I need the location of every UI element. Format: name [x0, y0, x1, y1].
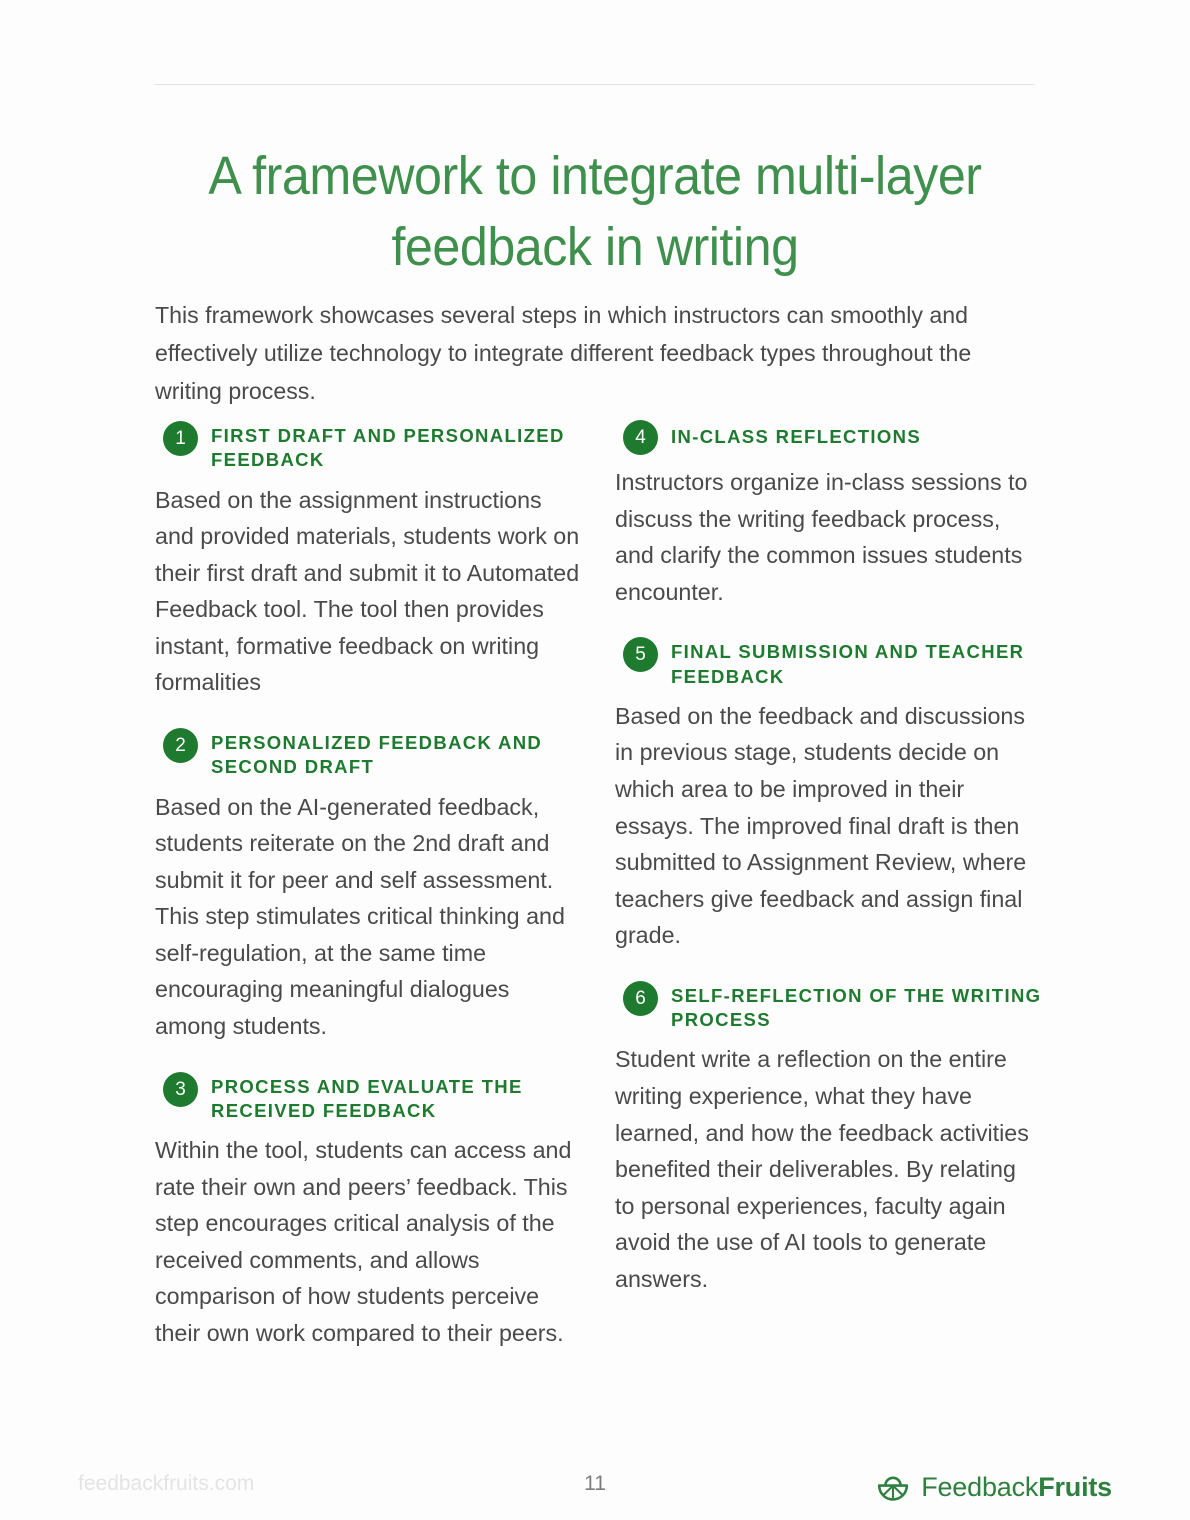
step-3: [155, 1071, 585, 1352]
step-6-number-badge: 6: [623, 981, 658, 1016]
step-6-title: SELF-REFLECTION OF THE WRITING PROCESS: [671, 984, 1042, 1031]
step-6-header: [615, 980, 1045, 1033]
footer-brand-logo: [876, 1468, 1112, 1507]
step-1-body: Based on the assignment instructions and provided materials, students work on their first draft and submit it to Automated Feedback tool. The tool then provides instant, formative feedback on writing formalities: [155, 486, 580, 696]
step-3-header: [155, 1071, 585, 1124]
step-2-header: [155, 727, 585, 780]
page-footer: [0, 1472, 1190, 1520]
step-5-body: Based on the feedback and discussions in previous stage, students decide on which area to be improved in their essays. The improved final draft is then submitted to Assignment Review, where teachers give feedback and assign final grade.: [615, 702, 1027, 949]
step-5-title: FINAL SUBMISSION AND TEACHER FEEDBACK: [671, 641, 1025, 687]
page-title: A framework to integrate multi-layer feedback in writing: [208, 146, 982, 278]
intro-paragraph: This framework showcases several steps in which instructors can smoothly and effectively utilize technology to integrate different feedback types throughout the writing process.: [155, 301, 972, 404]
step-5-number-badge: 5: [623, 637, 658, 672]
step-6: [615, 980, 1045, 1298]
steps-column-left: [155, 420, 585, 1378]
step-3-title: PROCESS AND EVALUATE THE RECEIVED FEEDBACK: [211, 1075, 523, 1121]
footer-brand-name: [921, 1472, 1112, 1503]
steps-column-right: [615, 420, 1045, 1378]
step-1-title: FIRST DRAFT AND PERSONALIZED FEEDBACK: [211, 425, 565, 471]
step-2-number-badge: 2: [163, 728, 198, 763]
brand-name-bold: Fruits: [1038, 1472, 1112, 1502]
footer-page-number: 11: [584, 1472, 606, 1495]
step-3-number-badge: 3: [163, 1072, 198, 1107]
step-2: [155, 727, 585, 1045]
step-4-title: IN-CLASS REFLECTIONS: [671, 426, 922, 448]
step-4-body: Instructors organize in-class sessions to discuss the writing feedback process, and clarify the common issues students encounter.: [615, 469, 1028, 605]
step-4: [615, 420, 1045, 610]
step-6-body: Student write a reflection on the entire writing experience, what they have learned, and how the feedback activities benefited their deliverables. By relating to personal experiences, faculty again avoid the use of AI tools to generate answers.: [615, 1046, 1029, 1292]
brand-name-light: Feedback: [921, 1472, 1039, 1502]
feedbackfruits-citrus-logo-icon: [876, 1468, 910, 1507]
step-1-header: [155, 420, 585, 473]
header-divider: [155, 84, 1035, 85]
step-4-header: [615, 420, 1045, 455]
step-5-header: [615, 636, 1045, 689]
step-2-title: PERSONALIZED FEEDBACK AND SECOND DRAFT: [211, 732, 543, 778]
step-2-body: Based on the AI-generated feedback, students reiterate on the 2nd draft and submit it for peer and self assessment. This step stimulates critical thinking and self-regulation, at the same time encouraging meaningful dialogues among students.: [155, 793, 565, 1039]
step-3-body: Within the tool, students can access and rate their own and peers’ feedback. This step encourages critical analysis of the received comments, and allows comparison of how students perceive their own work compared to their peers.: [155, 1137, 572, 1346]
footer-website-url: feedbackfruits.com: [78, 1472, 255, 1495]
step-1: [155, 420, 585, 701]
step-4-number-badge: 4: [623, 420, 658, 455]
step-5: [615, 636, 1045, 954]
steps-columns: [155, 420, 1045, 1378]
step-1-number-badge: 1: [163, 421, 198, 456]
